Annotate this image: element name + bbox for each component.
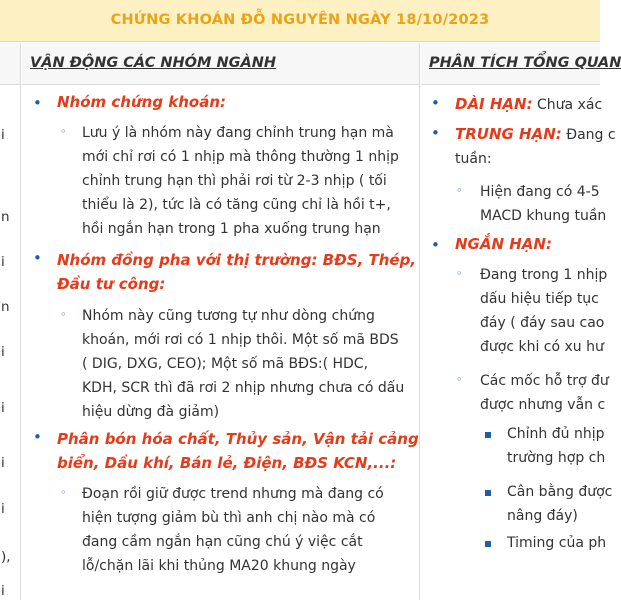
group-description: Đoạn rồi giữ được trend nhưng mà đang có hiện tượng giảm bù thì anh chị nào mà có đang cầm ngắn hạn cũng chú ý việc cắt lỗ/chặn lãi khi thủng MA20 khung ngày [82, 486, 384, 574]
page-title: CHỨNG KHOÁN ĐỖ NGUYÊN NGÀY 18/10/2023 [110, 12, 490, 28]
sub-bullet: ◦ [60, 486, 67, 499]
left-fragment: i [1, 127, 5, 143]
left-fragment: ), [1, 549, 11, 565]
left-column-header [0, 43, 20, 85]
mid-term-label: TRUNG HẠN: [455, 125, 562, 143]
group-title: Phân bón hóa chất, Thủy sản, Vận tải cảng biển, Dầu khí, Bán lẻ, Điện, BĐS KCN,...: [57, 430, 419, 472]
title-banner [0, 0, 600, 42]
group-description: Nhóm này cũng tương tự như dòng chứng khoán, mới rơi có 1 nhịp thôi. Một số mã BDS ( DIG, DXG, CEO); Một số mã BĐS:( HDC, KDH, SCR thì đã rơi 2 nhịp nhưng chưa có dấu hiệu dừng đà giảm) [82, 308, 405, 420]
left-fragment: i [1, 344, 5, 360]
square-bullet [485, 432, 491, 438]
left-fragment: i [1, 400, 5, 416]
left-fragment: n [1, 299, 10, 315]
sub-bullet: ◦ [456, 373, 463, 386]
square-bullet [485, 541, 491, 547]
nested-item: Chỉnh đủ nhịp trường hợp ch [507, 426, 606, 466]
mid-term-text-cont: tuần: [455, 151, 492, 167]
square-bullet [485, 490, 491, 496]
left-fragment: i [1, 501, 5, 517]
sector-movements-column [22, 43, 420, 600]
long-term-line [455, 93, 602, 117]
sub-bullet: ◦ [456, 184, 463, 197]
bullet-dot: • [33, 249, 42, 267]
bullet-dot: • [431, 236, 440, 254]
sub-bullet: ◦ [60, 125, 67, 138]
sector-movements-header: VẬN ĐỘNG CÁC NHÓM NGÀNH [22, 43, 419, 85]
nested-item: Cân bằng được nâng đáy) [507, 484, 613, 524]
support-levels-detail: Các mốc hỗ trợ đư được nhưng vẫn c [480, 373, 609, 413]
left-fragment: i [1, 254, 5, 270]
overview-analysis-column [421, 43, 621, 600]
sector-movements-body [22, 85, 419, 600]
sub-bullet: ◦ [456, 267, 463, 280]
sub-bullet: ◦ [60, 308, 67, 321]
mid-term-detail: Hiện đang có 4-5 MACD khung tuần [480, 184, 607, 224]
short-term-detail: Đang trong 1 nhịp dấu hiệu tiếp tục đáy ( đáy sau cao được khi có xu hư [480, 267, 608, 355]
group-description: Lưu ý là nhóm này đang chỉnh trung hạn mà mới chỉ rơi có 1 nhịp mà thông thường 1 nhịp chỉnh trung hạn thì phải rơi từ 2-3 nhịp ( tối thiểu là 2), tức là có tăng cũng chỉ là hồi t+, hồi ngắn hạn trong 1 pha xuống trung hạn [82, 125, 399, 237]
mid-term-text: Đang c [566, 127, 616, 143]
overview-analysis-body [421, 85, 616, 600]
long-term-label: DÀI HẠN: [455, 95, 533, 113]
left-column [0, 43, 21, 600]
bullet-dot: • [33, 94, 42, 112]
nested-item: Timing của ph [507, 535, 607, 551]
bullet-dot: • [33, 428, 42, 446]
long-term-text: Chưa xác [537, 97, 603, 113]
left-fragment: n [1, 209, 10, 225]
bullet-dot: • [431, 94, 440, 112]
bullet-dot: • [431, 124, 440, 142]
left-fragment: i [1, 455, 5, 471]
left-fragment: i [1, 583, 5, 599]
mid-term-line [455, 123, 616, 147]
short-term-label: NGẮN HẠN: [455, 235, 552, 253]
group-title: Nhóm đồng pha với thị trường: BĐS, Thép, Đầu tư công: [57, 251, 417, 293]
overview-analysis-header: PHÂN TÍCH TỔNG QUAN [421, 43, 600, 85]
group-title: Nhóm chứng khoán: [57, 93, 227, 111]
